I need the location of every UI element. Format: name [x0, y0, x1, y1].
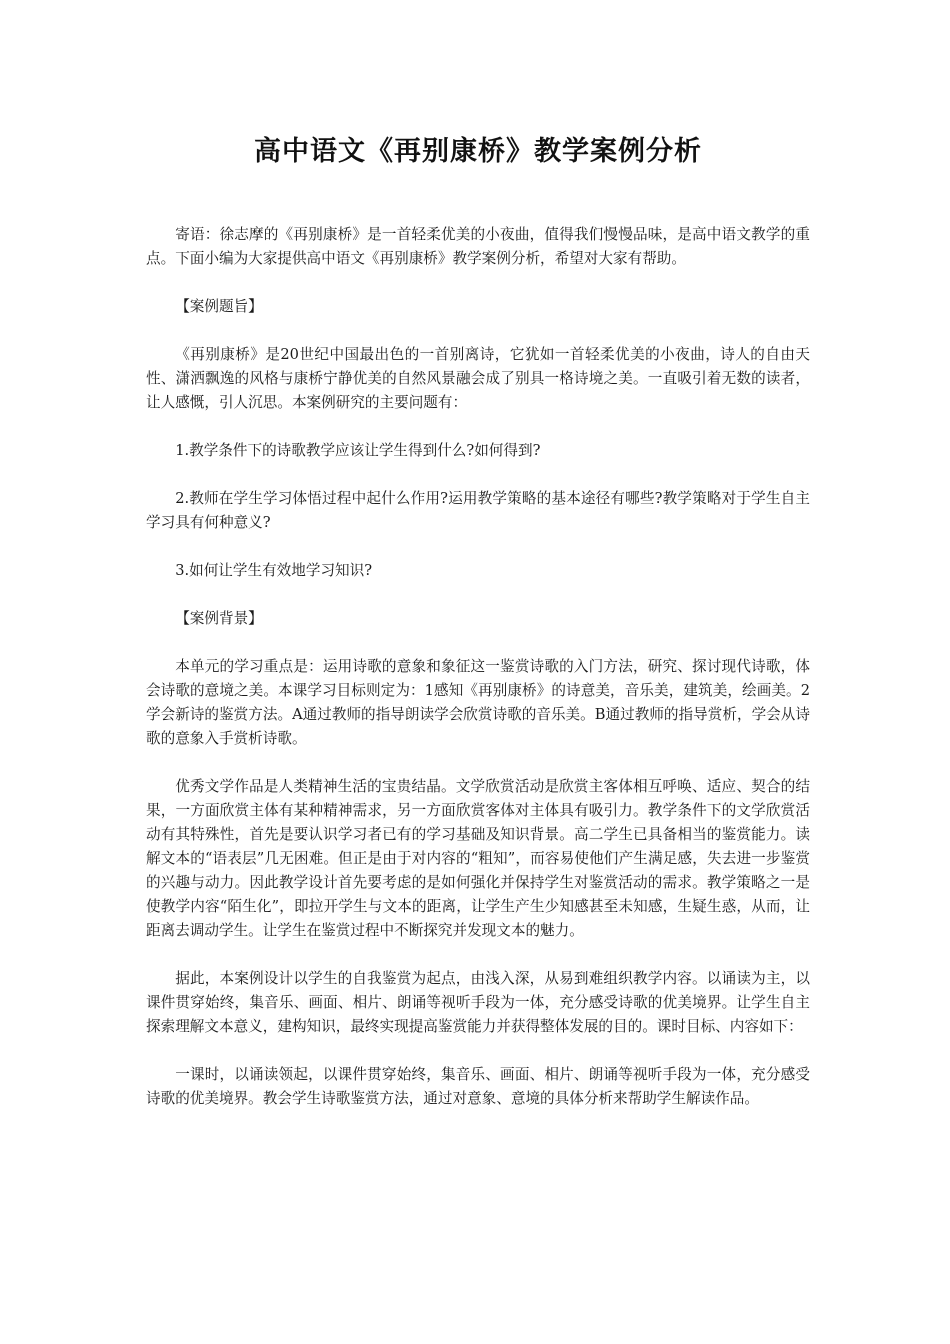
question-3: 3.如何让学生有效地学习知识?	[175, 562, 373, 579]
background-paragraph-2: 优秀文学作品是人类精神生活的宝贵结晶。文学欣赏活动是欣赏主客体相互呼唤、适应、契合的结果，一方面欣赏主体有某种精神需求，另一方面欣赏客体对主体具有吸引力。教学条件下的文学欣赏活动有其特殊性，首先是要认识学习者已有的学习基础及知识背景。高二学生已具备相当的鉴赏能力。读解文本的“语表层”几无困难。但正是由于对内容的“粗知”，而容易使他们产生满足感，失去进一步鉴赏的兴趣与动力。因此教学设计首先要考虑的是如何强化并保持学生对鉴赏活动的需求。教学策略之一是使教学内容“陌生化”，即拉开学生与文本的距离，让学生产生少知感甚至未知感，生疑生惑，从而，让距离去调动学生。让学生在鉴赏过程中不断探究并发现文本的魅力。	[146, 778, 810, 939]
purpose-paragraph: 《再别康桥》是20世纪中国最出色的一首别离诗，它犹如一首轻柔优美的小夜曲，诗人的自由天性、潇洒飘逸的风格与康桥宁静优美的自然风景融会成了别具一格诗境之美。一直吸引着无数的读者，让人感慨，引人沉思。本案例研究的主要问题有：	[146, 346, 810, 411]
background-paragraph-4: 一课时，以诵读领起，以课件贯穿始终，集音乐、画面、相片、朗诵等视听手段为一体，充分感受诗歌的优美境界。教会学生诗歌鉴赏方法，通过对意象、意境的具体分析来帮助学生解读作品。	[146, 1066, 810, 1107]
background-paragraph-1: 本单元的学习重点是：运用诗歌的意象和象征这一鉴赏诗歌的入门方法，研究、探讨现代诗歌，体会诗歌的意境之美。本课学习目标则定为：1感知《再别康桥》的诗意美，音乐美，建筑美，绘画美。2学会新诗的鉴赏方法。A通过教师的指导朗读学会欣赏诗歌的音乐美。B通过教师的指导赏析，学会从诗歌的意象入手赏析诗歌。	[146, 658, 810, 747]
section-heading-background: 【案例背景】	[175, 610, 263, 627]
document-page	[146, 134, 810, 1135]
document-body	[146, 223, 810, 1111]
question-1: 1.教学条件下的诗歌教学应该让学生得到什么?如何得到?	[175, 442, 541, 459]
document-title: 高中语文《再别康桥》教学案例分析	[254, 136, 702, 167]
intro-paragraph: 寄语：徐志摩的《再别康桥》是一首轻柔优美的小夜曲，值得我们慢慢品味，是高中语文教学的重点。下面小编为大家提供高中语文《再别康桥》教学案例分析，希望对大家有帮助。	[146, 226, 810, 267]
section-heading-purpose: 【案例题旨】	[175, 298, 263, 315]
question-2: 2.教师在学生学习体悟过程中起什么作用?运用教学策略的基本途径有哪些?教学策略对于学生自主学习具有何种意义?	[146, 490, 810, 531]
background-paragraph-3: 据此，本案例设计以学生的自我鉴赏为起点，由浅入深，从易到难组织教学内容。以诵读为主，以课件贯穿始终，集音乐、画面、相片、朗诵等视听手段为一体，充分感受诗歌的优美境界。让学生自主探索理解文本意义，建构知识，最终实现提高鉴赏能力并获得整体发展的目的。课时目标、内容如下：	[146, 970, 810, 1035]
